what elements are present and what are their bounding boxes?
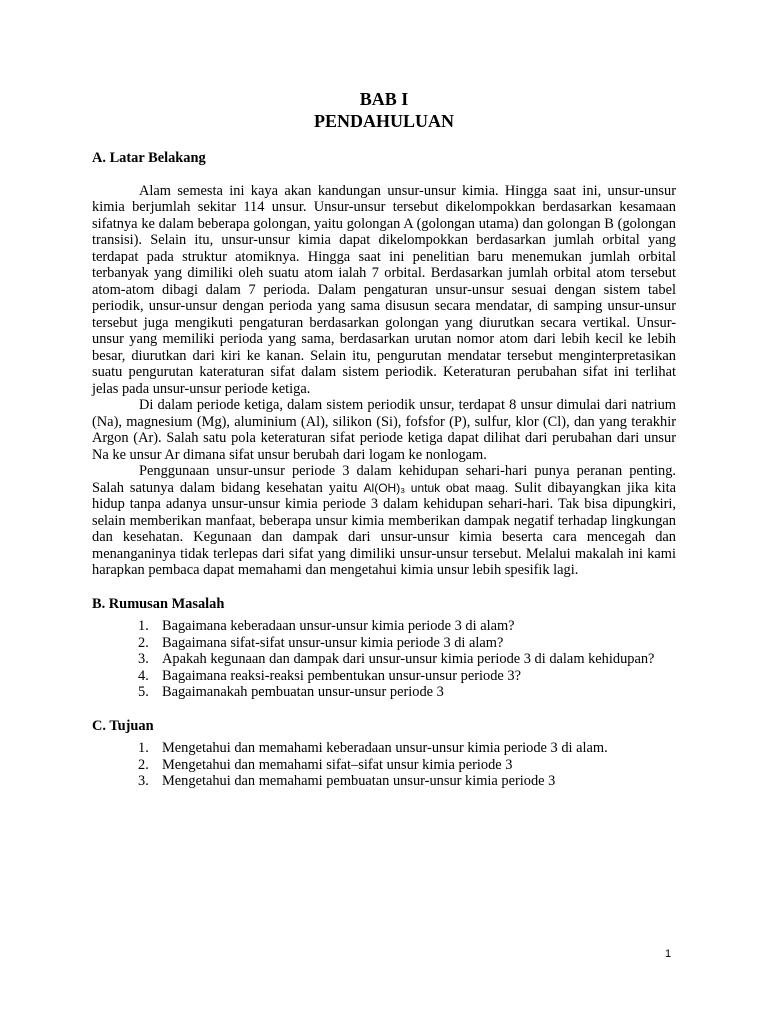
list-item <box>138 651 676 668</box>
list-item-number: 3. <box>138 651 149 667</box>
list-item-text: Apakah kegunaan dan dampak dari unsur-unsur kimia periode 3 di dalam kehidupan? <box>162 651 655 667</box>
list-item-number: 2. <box>138 756 149 773</box>
list-item-text: Mengetahui dan memahami keberadaan unsur-unsur kimia periode 3 di alam. <box>162 740 608 756</box>
paragraph-3-inline-formula: Al(OH)₃ untuk obat maag. <box>363 480 509 495</box>
document-page <box>92 88 676 790</box>
paragraph-1: Alam semesta ini kaya akan kandungan unsur-unsur kimia. Hingga saat ini, unsur-unsur kimia berjumlah sekitar 114 unsur. Unsur-unsur tersebut dikelompokkan berdasarkan kesamaan sifatnya ke dalam beberapa golongan, yaitu golongan A (golongan utama) dan golongan B (golongan transisi). Selain itu, unsur-unsur kimia dapat dikelompokkan berdasarkan jumlah orbital yang terdapat pada struktur atomiknya. Hingga saat ini penelitian baru menemukan jumlah orbital terbanyak yang dimiliki oleh suatu atom ialah 7 orbital. Berdasarkan jumlah orbital atom tersebut atom-atom dibagi dalam 7 perioda. Dalam pengaturan unsur-unsur sesuai dengan sistem tabel periodik, unsur-unsur dengan perioda yang sama disusun secara mendatar, di samping unsur-unsur tersebut juga mengikuti pengaturan berdasarkan golongan yang diurutkan secara vertikal. Unsur-unsur yang memiliki perioda yang sama, berdasarkan urutan nomor atom dari lebih kecil ke lebih besar, diurutkan dari kiri ke kanan. Selain itu, pengurutan mendatar tersebut menginterpretasikan suatu pengurutan kateraturan sifat dalam sistem periodik. Keteraturan perubahan sifat ini terlihat jelas pada unsur-unsur periode ketiga. <box>92 182 676 397</box>
paragraph-3-start: Penggunaan unsur-unsur periode 3 dalam kehidupan sehari-hari punya peranan penting. Salah satunya dalam bidang kesehatan yaitu <box>92 463 676 496</box>
list-item <box>138 684 676 701</box>
section-a-heading: A. Latar Belakang <box>92 150 206 166</box>
list-item <box>138 757 676 774</box>
problem-list <box>92 618 676 701</box>
section-c-heading: C. Tujuan <box>92 717 154 734</box>
list-item-number: 2. <box>138 634 149 651</box>
list-item <box>138 618 676 635</box>
list-item-text: Bagaimana sifat-sifat unsur-unsur kimia periode 3 di alam? <box>162 634 504 651</box>
list-item-text: Bagaimanakah pembuatan unsur-unsur periode 3 <box>162 684 444 700</box>
paragraph-3-end: Sulit dibayangkan jika kita hidup tanpa adanya unsur-unsur kimia periode 3 dalam kehidupan sehari-hari. Tak bisa dipungkiri, selain memberikan manfaat, beberapa unsur kimia memberikan dampak negatif terhadap lingkungan dan kesehatan. Kegunaan dan dampak dari unsur-unsur kimia beserta cara mencegah dan menanganinya tidak terlepas dari sifat yang dimiliki unsur-unsur tersebut. Melalui makalah ini kami harapkan pembaca dapat memahami dan mengetahui kimia unsur lebih spesifik lagi. <box>92 479 676 578</box>
section-b-heading: B. Rumusan Masalah <box>92 595 225 612</box>
list-item-number: 5. <box>138 684 149 700</box>
list-item <box>138 668 676 685</box>
objective-list <box>92 740 676 790</box>
list-item-text: Mengetahui dan memahami sifat–sifat unsur kimia periode 3 <box>162 756 513 773</box>
list-item-number: 1. <box>138 740 149 756</box>
list-item-text: Bagaimana keberadaan unsur-unsur kimia periode 3 di alam? <box>162 618 515 634</box>
chapter-title: PENDAHULUAN <box>313 111 454 131</box>
list-item-text: Bagaimana reaksi-reaksi pembentukan unsur-unsur periode 3? <box>162 667 521 684</box>
list-item-number: 3. <box>138 773 149 789</box>
paragraph-3 <box>92 463 676 579</box>
list-item-number: 4. <box>138 667 149 684</box>
list-item <box>138 773 676 790</box>
page-number: 1 <box>665 948 672 960</box>
list-item <box>138 740 676 757</box>
list-item-text: Mengetahui dan memahami pembuatan unsur-unsur kimia periode 3 <box>162 773 556 789</box>
chapter-number: BAB I <box>359 89 409 109</box>
list-item-number: 1. <box>138 618 149 634</box>
list-item <box>138 635 676 652</box>
paragraph-2: Di dalam periode ketiga, dalam sistem periodik unsur, terdapat 8 unsur dimulai dari natrium (Na), magnesium (Mg), aluminium (Al), silikon (Si), fofsfor (P), sulfur, klor (Cl), dan yang terakhir Argon (Ar). Salah satu pola keteraturan sifat periode ketiga dapat dilihat dari perubahan dari unsur Na ke unsur Ar dimana sifat unsur berubah dari logam ke nonlogam. <box>92 397 676 463</box>
